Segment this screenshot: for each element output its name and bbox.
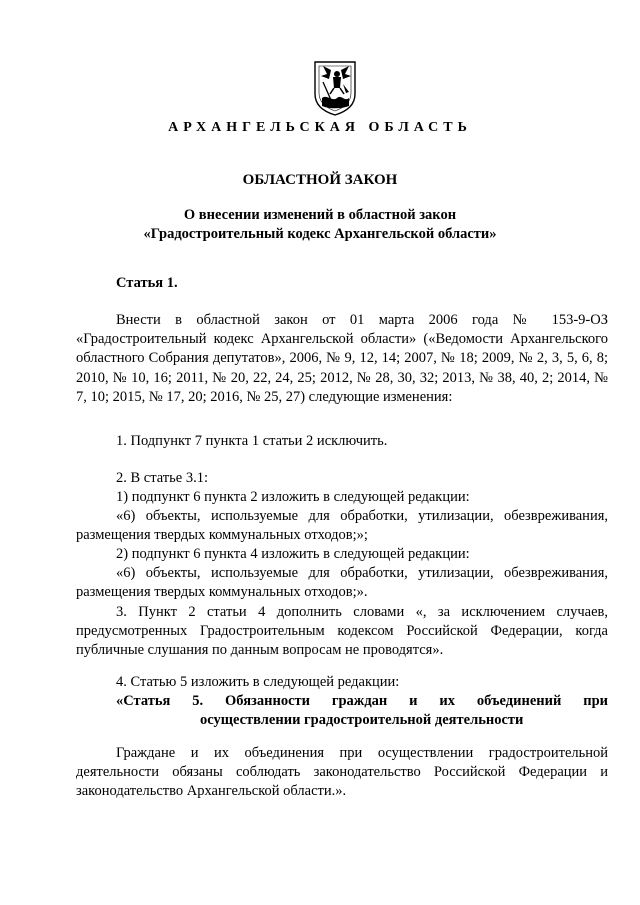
law-type-title: ОБЛАСТНОЙ ЗАКОН	[242, 172, 398, 188]
amendment-item-3: 3. Пункт 2 статьи 4 дополнить словами «, за исключением случаев, предусмотренных Градостроительным кодексом Российской Федерации, когда публичные слушания по данным вопросам не проводятся».	[76, 604, 608, 659]
new-article-5-body: Граждане и их объединения при осуществлении градостроительной деятельности обязаны соблюдать законодательство Российской Федерации и законодательство Архангельской области.».	[76, 745, 608, 800]
law-subject	[60, 206, 580, 244]
amendment-item-2-title: 2. В статье 3.1:	[116, 470, 208, 486]
article-intro-paragraph: Внести в областной закон от 01 марта 2006 года № 153-9-ОЗ «Градостроительный кодекс Архангельской области» («Ведомости Архангельского областного Собрания депутатов», 2006, № 9, 12, 14; 2007, № 18; 2009, № 2, 3, 5, 6, 8; 2010, № 10, 16; 2011, № 20, 22, 24, 25; 2012, № 28, 30, 32; 2013, № 38, 40, 2; 2014, № 7, 10; 2015, № 17, 20; 2016, № 25, 27) следующие изменения:	[76, 312, 608, 405]
new-article-5-heading-line-2: осуществлении градостроительной деятельности	[200, 712, 524, 728]
amendment-item-2-quote-2: «6) объекты, используемые для обработки, утилизации, обезвреживания, размещения твердых коммунальных отходов;».	[76, 565, 608, 601]
subject-line-2: «Градостроительный кодекс Архангельской области»	[143, 226, 497, 242]
amendment-item-4-title: 4. Статью 5 изложить в следующей редакции:	[116, 674, 400, 690]
new-article-5-heading-line-1: «Статья 5. Обязанности граждан и их объединений при	[116, 693, 608, 709]
region-name: АРХАНГЕЛЬСКАЯ ОБЛАСТЬ	[168, 120, 472, 135]
coat-of-arms-icon	[313, 60, 357, 116]
subject-line-1: О внесении изменений в областной закон	[183, 207, 457, 223]
amendment-item-2-subpoint-2: 2) подпункт 6 пункта 4 изложить в следующей редакции:	[116, 546, 470, 562]
amendment-item-1: 1. Подпункт 7 пункта 1 статьи 2 исключить.	[116, 433, 388, 449]
amendment-item-2-subpoint-1: 1) подпункт 6 пункта 2 изложить в следующей редакции:	[116, 489, 470, 505]
amendment-item-2-quote-1: «6) объекты, используемые для обработки, утилизации, обезвреживания, размещения твердых коммунальных отходов;»;	[76, 508, 608, 544]
article-heading: Статья 1.	[116, 275, 178, 291]
